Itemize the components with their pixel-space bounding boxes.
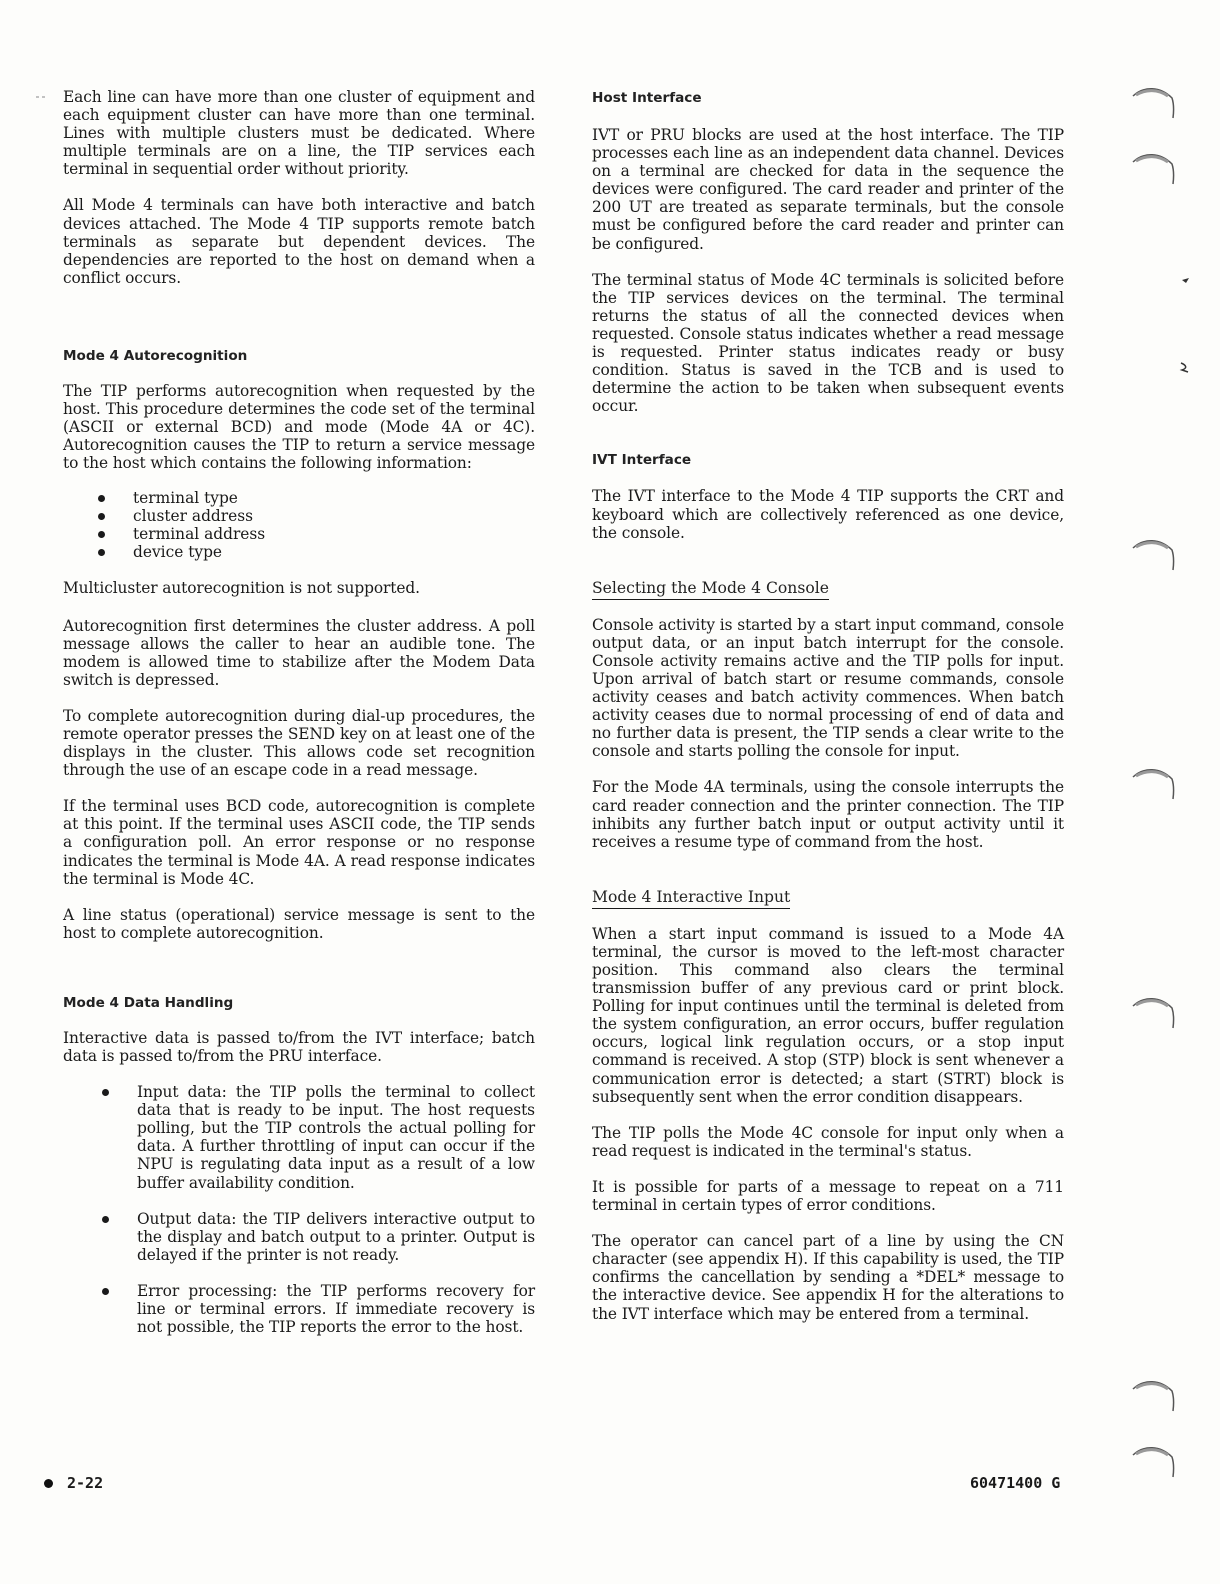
list-item: Input data: the TIP polls the terminal to collect data that is ready to be input. The host requests polling, but the TIP controls the actual polling for data. A further throttling of input can occur if the NPU is regulating data input as a result of a low buffer availability condition.: [137, 1083, 535, 1192]
selecting-console-paragraph-2: For the Mode 4A terminals, using the console interrupts the card reader connection and the printer connection. The TIP inhibits any further batch input or output activity until it receives a resume type of command from the host.: [592, 778, 1064, 851]
intro-paragraph-1: Each line can have more than one cluster of equipment and each equipment cluster can have more than one terminal. Lines with multiple clusters must be dedicated. Where multiple terminals are on a line, the TIP services each terminal in sequential order without priority.: [63, 88, 535, 179]
autorecognition-paragraph-4: To complete autorecognition during dial-up procedures, the remote operator presses the SEND key on at least one of the displays in the cluster. This allows code set recognition through the use of an escape code in a read message.: [63, 706, 535, 780]
ivt-interface-paragraph-1: The IVT interface to the Mode 4 TIP supports the CRT and keyboard which are collectively referenced as one device, the console.: [592, 487, 1064, 542]
page-number: [44, 1474, 103, 1492]
data-handling-paragraph-1: Interactive data is passed to/from the IVT interface; batch data is passed to/from the PRU interface.: [63, 1028, 535, 1065]
intro-paragraph-2: All Mode 4 terminals can have both interactive and batch devices attached. The Mode 4 TIP supports remote batch terminals as separate but dependent devices. The dependencies are reported to the host on demand when a conflict occurs.: [63, 196, 535, 287]
ivt-interface-heading: IVT Interface: [592, 452, 692, 469]
host-interface-paragraph-1: IVT or PRU blocks are used at the host interface. The TIP processes each line as an independent data channel. Devices on a terminal are checked for data in the sequence the devices were configured. The card reader and printer of the 200 UT are treated as separate terminals, but the console must be configured before the card reader and printer can be configured.: [592, 126, 1064, 253]
autorecognition-paragraph-5: If the terminal uses BCD code, autorecognition is complete at this point. If the terminal uses ASCII code, the TIP sends a configuration poll. An error response or no response indicates the terminal is Mode 4A. A read response indicates the terminal is Mode 4C.: [63, 797, 535, 888]
interactive-input-paragraph-2: The TIP polls the Mode 4C console for input only when a read request is indicated in the terminal's status.: [592, 1123, 1064, 1160]
list-item: terminal type: [93, 489, 535, 507]
list-item: device type: [93, 543, 535, 561]
page-number-text: 2-22: [67, 1474, 104, 1492]
list-item: Error processing: the TIP performs recovery for line or terminal errors. If immediate recovery is not possible, the TIP reports the error to the host.: [137, 1281, 535, 1337]
autorecognition-paragraph-3: Autorecognition first determines the cluster address. A poll message allows the caller to hear an audible tone. The modem is allowed time to stabilize after the Modem Data switch is depressed.: [63, 616, 535, 689]
list-item: Output data: the TIP delivers interactive output to the display and batch output to a printer. Output is delayed if the printer is not ready.: [137, 1209, 535, 1264]
scan-speck-icon: [1180, 275, 1192, 285]
data-handling-heading: Mode 4 Data Handling: [63, 994, 234, 1011]
binder-hole-icon: [1130, 1443, 1176, 1479]
binder-hole-icon: [1130, 765, 1176, 801]
info-list: [63, 489, 535, 561]
document-number: 60471400 G: [970, 1474, 1061, 1492]
bullet-icon: [44, 1479, 53, 1488]
host-interface-paragraph-2: The terminal status of Mode 4C terminals is solicited before the TIP services devices on the terminal. The terminal returns the status of all the connected devices when requested. Console status indicates whether a read message is requested. Printer status indicates ready or busy condition. Status is saved in the TCB and is used to determine the action to be taken when subsequent events occur.: [592, 270, 1064, 416]
host-interface-heading: Host Interface: [592, 90, 702, 106]
selecting-console-heading: Selecting the Mode 4 Console: [592, 579, 829, 600]
data-handling-list: [63, 1083, 535, 1336]
interactive-input-paragraph-1: When a start input command is issued to a Mode 4A terminal, the cursor is moved to the left-most character position. This command also clears the terminal transmission buffer of any previous card or print block. Polling for input continues until the terminal is deleted from the system configuration, an error occurs, buffer regulation occurs, logical link regulation occurs, or a stop input command is received. A stop (STP) block is sent whenever a communication error is detected; a start (STRT) block is subsequently sent when the error condition disappears.: [592, 924, 1064, 1106]
autorecognition-paragraph-6: A line status (operational) service message is sent to the host to complete autorecognition.: [63, 905, 535, 942]
interactive-input-paragraph-4: The operator can cancel part of a line by using the CN character (see appendix H). If this capability is used, the TIP confirms the cancellation by sending a *DEL* message to the interactive device. See appendix H for the alterations to the IVT interface which may be entered from a terminal.: [592, 1232, 1064, 1323]
autorecognition-paragraph-1: The TIP performs autorecognition when requested by the host. This procedure determines the code set of the terminal (ASCII or external BCD) and mode (Mode 4A or 4C). Autorecognition causes the TIP to return a service message to the host which contains the following information:: [63, 381, 535, 473]
selecting-console-paragraph-1: Console activity is started by a start input command, console output data, or an input batch interrupt for the console. Console activity remains active and the TIP polls for input. Upon arrival of batch start or resume commands, console activity ceases and batch activity commences. When batch activity ceases due to normal processing of end of data and no further data is present, the TIP sends a clear write to the console and starts polling the console for input.: [592, 615, 1064, 761]
right-column: [592, 88, 1064, 1323]
binder-hole-icon: [1130, 994, 1176, 1030]
left-column: [63, 88, 535, 1336]
scan-speck-icon: [36, 95, 48, 99]
scan-speck-icon: [1178, 360, 1192, 376]
interactive-input-paragraph-3: It is possible for parts of a message to repeat on a 711 terminal in certain types of error conditions.: [592, 1177, 1064, 1215]
list-item: terminal address: [93, 525, 535, 543]
autorecognition-paragraph-2: Multicluster autorecognition is not supported.: [63, 579, 420, 598]
binder-hole-icon: [1130, 84, 1176, 120]
binder-hole-icon: [1130, 1377, 1176, 1413]
autorecognition-heading: Mode 4 Autorecognition: [63, 347, 248, 364]
interactive-input-heading: Mode 4 Interactive Input: [592, 888, 790, 909]
binder-hole-icon: [1130, 150, 1176, 186]
binder-hole-icon: [1130, 536, 1176, 572]
list-item: cluster address: [93, 507, 535, 525]
